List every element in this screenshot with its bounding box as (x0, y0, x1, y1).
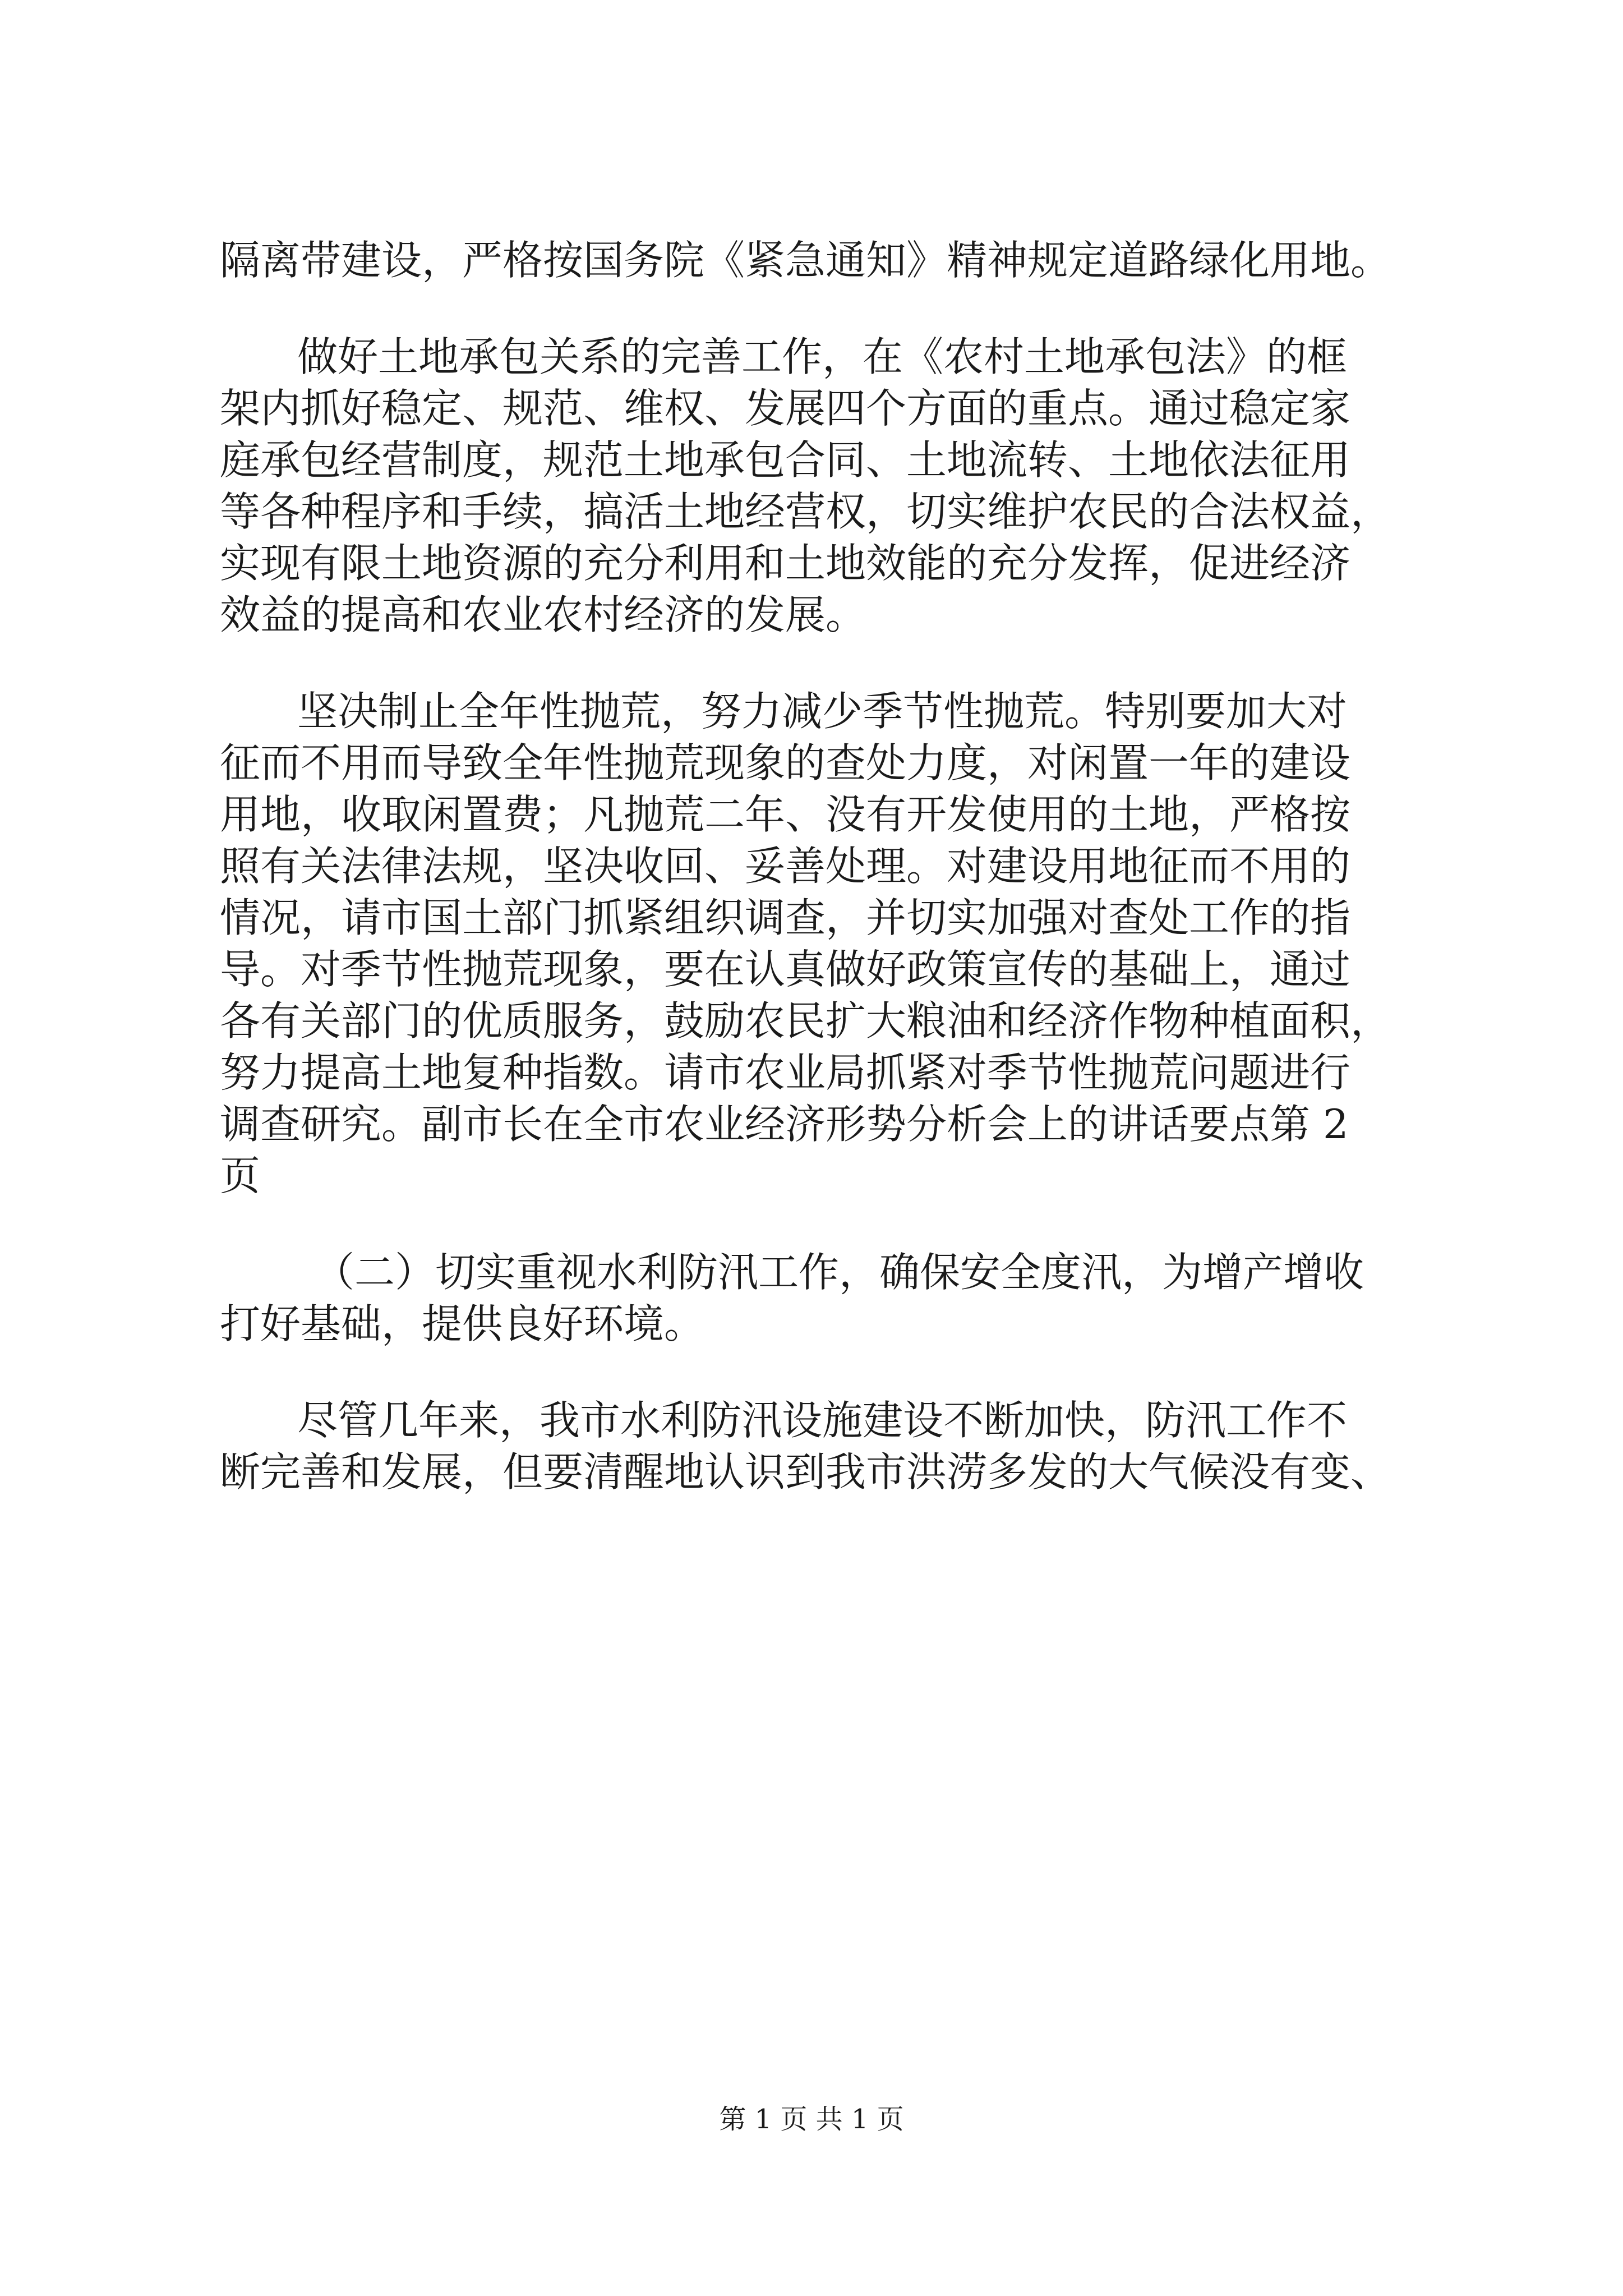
paragraph-line: 效益的提高和农业农村经济的发展。 (220, 591, 866, 638)
paragraph-line: 征而不用而导致全年性抛荒现象的查处力度，对闲置一年的建设 (220, 739, 1351, 786)
paragraph-line: 实现有限土地资源的充分利用和土地效能的充分发挥，促进经济 (220, 540, 1351, 587)
paragraph-line: 各有关部门的优质服务，鼓励农民扩大粮油和经济作物种植面积， (220, 997, 1391, 1045)
section-heading-line: （二）切实重视水利防汛工作，确保安全度汛，为增产增收 (314, 1249, 1364, 1296)
paragraph-line: 用地，收取闲置费；凡抛荒二年、没有开发使用的土地，严格按 (220, 791, 1351, 838)
document-body (220, 234, 1420, 1498)
paragraph-line: 隔离带建设，严格按国务院《紧急通知》精神规定道路绿化用地。 (220, 237, 1391, 284)
paragraph-line: 断完善和发展，但要清醒地认识到我市洪涝多发的大气候没有变、 (220, 1448, 1391, 1496)
paragraph-line: 情况，请市国土部门抓紧组织调查，并切实加强对查处工作的指 (220, 894, 1351, 941)
paragraph-line: 调查研究。副市长在全市农业经济形势分析会上的讲话要点第 2 (220, 1101, 1349, 1148)
paragraph-line: 努力提高土地复种指数。请市农业局抓紧对季节性抛荒问题进行 (220, 1049, 1351, 1096)
paragraph-line: 等各种程序和手续，搞活土地经营权，切实维护农民的合法权益， (220, 488, 1391, 535)
section-heading-line: 打好基础，提供良好环境。 (220, 1300, 705, 1347)
paragraph-line: 做好土地承包关系的完善工作，在《农村土地承包法》的框 (297, 333, 1348, 380)
paragraph-line: 照有关法律法规，坚决收回、妥善处理。对建设用地征而不用的 (220, 843, 1351, 890)
paragraph-line: 导。对季节性抛荒现象，要在认真做好政策宣传的基础上，通过 (220, 946, 1351, 993)
paragraph-line: 架内抓好稳定、规范、维权、发展四个方面的重点。通过稳定家 (220, 385, 1351, 432)
paragraph-line: 庭承包经营制度，规范土地承包合同、土地流转、土地依法征用 (220, 436, 1351, 484)
paragraph-line: 坚决制止全年性抛荒，努力减少季节性抛荒。特别要加大对 (297, 688, 1348, 735)
page-footer: 第 1 页 共 1 页 (719, 2104, 904, 2135)
paragraph-line: 页 (220, 1152, 261, 1199)
paragraph-line: 尽管几年来，我市水利防汛设施建设不断加快，防汛工作不 (297, 1397, 1348, 1444)
